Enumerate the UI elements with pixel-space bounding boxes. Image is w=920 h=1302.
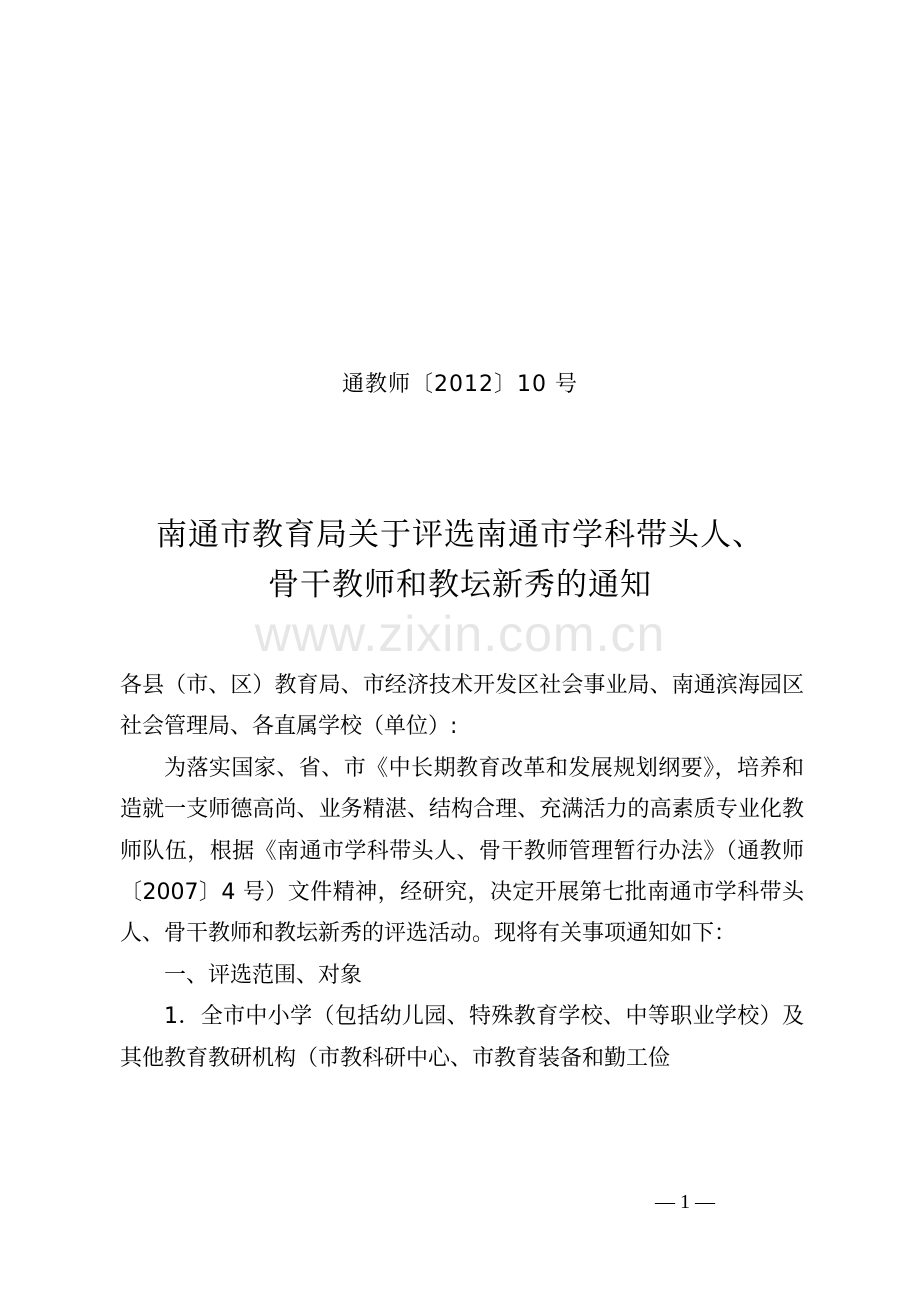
document-title-line-2: 骨干教师和教坛新秀的通知 <box>268 567 652 603</box>
document-body <box>120 665 804 1079</box>
salutation-paragraph: 各县（市、区）教育局、市经济技术开发区社会事业局、南通滨海园区社会管理局、各直属学校（单位）: <box>120 673 804 740</box>
watermark: www.zixin.com.cn <box>254 606 666 662</box>
document-number: 通教师〔2012〕10 号 <box>342 372 578 397</box>
section-heading: 一、评选范围、对象 <box>164 962 363 988</box>
item-paragraph: 1．全市中小学（包括幼儿园、特殊教育学校、中等职业学校）及其他教育教研机构（市教科研中心、市教育装备和勤工俭 <box>120 1004 804 1071</box>
page-number: — 1 — <box>655 1191 715 1213</box>
intro-paragraph: 为落实国家、省、市《中长期教育改革和发展规划纲要》，培养和造就一支师德高尚、业务精湛、结构合理、充满活力的高素质专业化教师队伍，根据《南通市学科带头人、骨干教师管理暂行办法》（通教师〔2007〕4 号）文件精神，经研究，决定开展第七批南通市学科带头人、骨干教师和教坛新秀的评选活动。现将有关事项通知如下： <box>120 755 804 947</box>
document-title-line-1: 南通市教育局关于评选南通市学科带头人、 <box>156 517 764 553</box>
